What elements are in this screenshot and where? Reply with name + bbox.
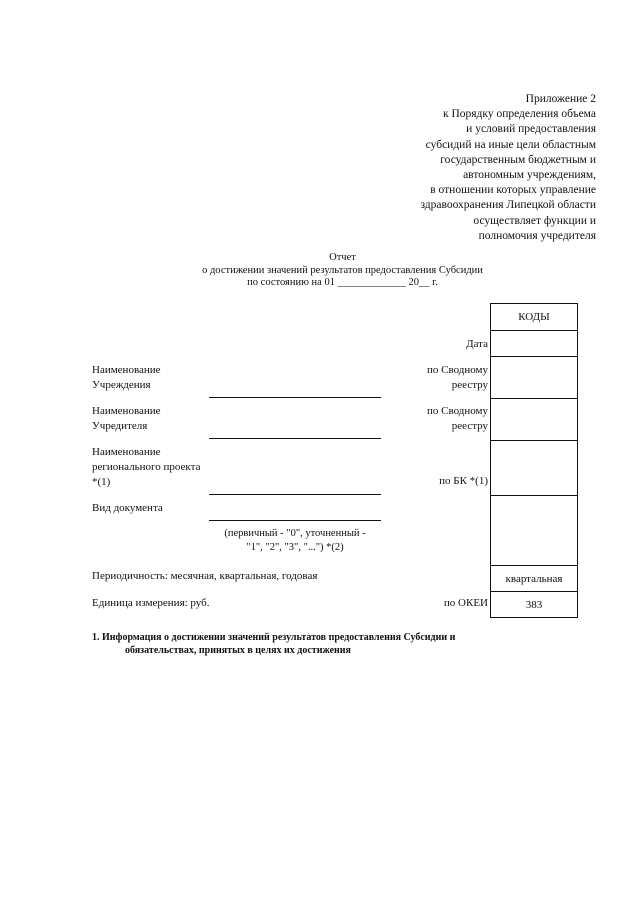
report-title: Отчет xyxy=(329,252,356,263)
label-registry-1 xyxy=(380,363,488,393)
code-cell-periodicity: квартальная xyxy=(491,566,577,592)
registry-2-line2: реестру xyxy=(451,420,488,432)
project-line3: *(1) xyxy=(92,476,111,488)
appendix-line: государственным бюджетным и xyxy=(440,153,596,166)
code-cell-bk[interactable] xyxy=(491,441,577,496)
section-1-heading xyxy=(92,631,455,657)
appendix-line: автономным учреждениям, xyxy=(463,169,596,182)
doc-type-input-line[interactable] xyxy=(209,520,381,521)
founder-input-line[interactable] xyxy=(209,438,381,439)
label-date: Дата xyxy=(466,338,488,350)
founder-line1: Наименование xyxy=(92,405,161,417)
founder-line2: Учредителя xyxy=(92,420,148,432)
section-1-line1: 1. Информация о достижении значений результатов предоставления Субсидии и xyxy=(92,632,456,643)
project-line2: регионального проекта xyxy=(92,461,201,473)
label-unit: Единица измерения: руб. xyxy=(92,597,210,609)
institution-line2: Учреждения xyxy=(92,379,151,391)
label-institution xyxy=(92,363,161,393)
report-title-block xyxy=(150,252,535,290)
doc-type-hint xyxy=(200,527,390,555)
label-registry-2 xyxy=(380,404,488,434)
code-cell-founder[interactable] xyxy=(491,399,577,441)
codes-header: КОДЫ xyxy=(491,304,577,331)
label-periodicity: Периодичность: месячная, квартальная, годовая xyxy=(92,570,318,582)
doc-hint-line2: "1", "2", "3", "...") *(2) xyxy=(246,542,344,553)
registry-2-line1: по Сводному xyxy=(426,405,488,417)
code-cell-date[interactable] xyxy=(491,331,577,357)
appendix-line: здравоохранения Липецкой области xyxy=(420,199,596,212)
appendix-line: полномочия учредителя xyxy=(478,229,596,242)
appendix-line: Приложение 2 xyxy=(525,93,596,105)
code-cell-institution[interactable] xyxy=(491,357,577,399)
institution-input-line[interactable] xyxy=(209,397,381,398)
label-founder xyxy=(92,404,161,434)
project-input-line[interactable] xyxy=(209,494,381,495)
label-okei: по ОКЕИ xyxy=(443,597,488,609)
institution-line1: Наименование xyxy=(92,364,161,376)
appendix-line: в отношении которых управление xyxy=(430,184,596,197)
code-cell-okei: 383 xyxy=(491,592,577,618)
registry-1-line1: по Сводному xyxy=(426,364,488,376)
section-1-line2: обязательствах, принятых в целях их достижения xyxy=(125,645,351,656)
report-subtitle: о достижении значений результатов предоставления Субсидии xyxy=(202,264,483,276)
appendix-line: и условий предоставления xyxy=(466,123,596,136)
appendix-line: к Порядку определения объема xyxy=(442,108,596,121)
registry-1-line2: реестру xyxy=(451,379,488,391)
appendix-line: осуществляет функции и xyxy=(473,214,596,227)
label-doc-type: Вид документа xyxy=(92,502,163,514)
report-date-line: по состоянию на 01 _____________ 20__ г. xyxy=(247,277,438,288)
codes-table xyxy=(490,303,578,618)
label-bk: по БК *(1) xyxy=(439,475,488,487)
doc-hint-line1: (первичный - "0", уточненный - xyxy=(224,528,366,539)
label-regional-project xyxy=(92,445,200,490)
appendix-line: субсидий на иные цели областным xyxy=(425,138,596,151)
project-line1: Наименование xyxy=(92,446,161,458)
appendix-header xyxy=(296,92,596,244)
code-cell-doc-type[interactable] xyxy=(491,496,577,566)
